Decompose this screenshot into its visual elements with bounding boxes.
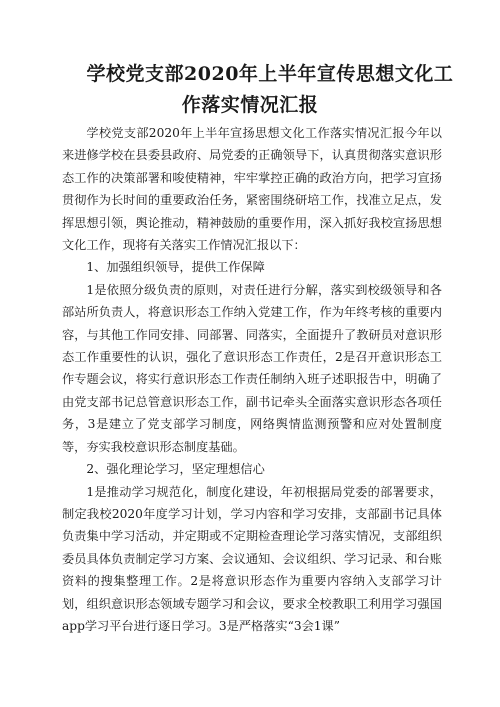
document-body [62, 122, 442, 637]
section-1-heading: 1、加强组织领导，提供工作保障 [86, 260, 265, 275]
section-2-paragraph: 1是推动学习规范化，制度化建设，年初根据局党委的部署要求，制定我校2020年度学习计划，学习内容和学习安排，支部副书记具体负责集中学习活动，并定期或不定期检查理论学习落实情况，支部组织委员具体负责制定学习方案、会议通知、会议组织、学习记录、和台账资料的搜集整理工作。2是将意识形态作为重要内容纳入支部学习计划，组织意识形态领域专题学习和会议，要求全校教职工利用学习强国app学习平台进行逐日学习。3是严格落实“3会1课” [62, 484, 442, 633]
document-title-line-1: 学校党支部2020年上半年宣传思想文化工 [86, 63, 454, 85]
section-2-heading: 2、强化理论学习，坚定理想信心 [86, 462, 265, 477]
section-1-paragraph: 1是依照分级负责的原则，对责任进行分解，落实到校级领导和各部站所负责人，将意识形态工作纳入党建工作，作为年终考核的重要内容，与其他工作同安排、同部署、同落实，全面提升了教研员对意识形态工作重要性的认识，强化了意识形态工作责任，2是召开意识形态工作专题会议，将实行意识形态工作责任制纳入班子述职报告中，明确了由党支部书记总管意识形态工作，副书记牵头全面落实意识形态各项任务，3是建立了党支部学习制度，网络舆情监测预警和应对处置制度等，夯实我校意识形态制度基础。 [62, 282, 442, 454]
document-title-line-2: 作落实情况汇报 [181, 94, 319, 116]
intro-paragraph: 学校党支部2020年上半年宣扬思想文化工作落实情况汇报今年以来进修学校在县委县政府、局党委的正确领导下，认真贯彻落实意识形态工作的决策部署和唆使精神，牢牢掌控正确的政治方向，把学习宣扬贯彻作为长时间的重要政治任务，紧密围绕研培工作，找准立足点，发挥思想引领，舆论推动，精神鼓励的重要作用，深入抓好我校宣扬思想文化工作，现将有关落实工作情况汇报以下： [62, 126, 442, 253]
